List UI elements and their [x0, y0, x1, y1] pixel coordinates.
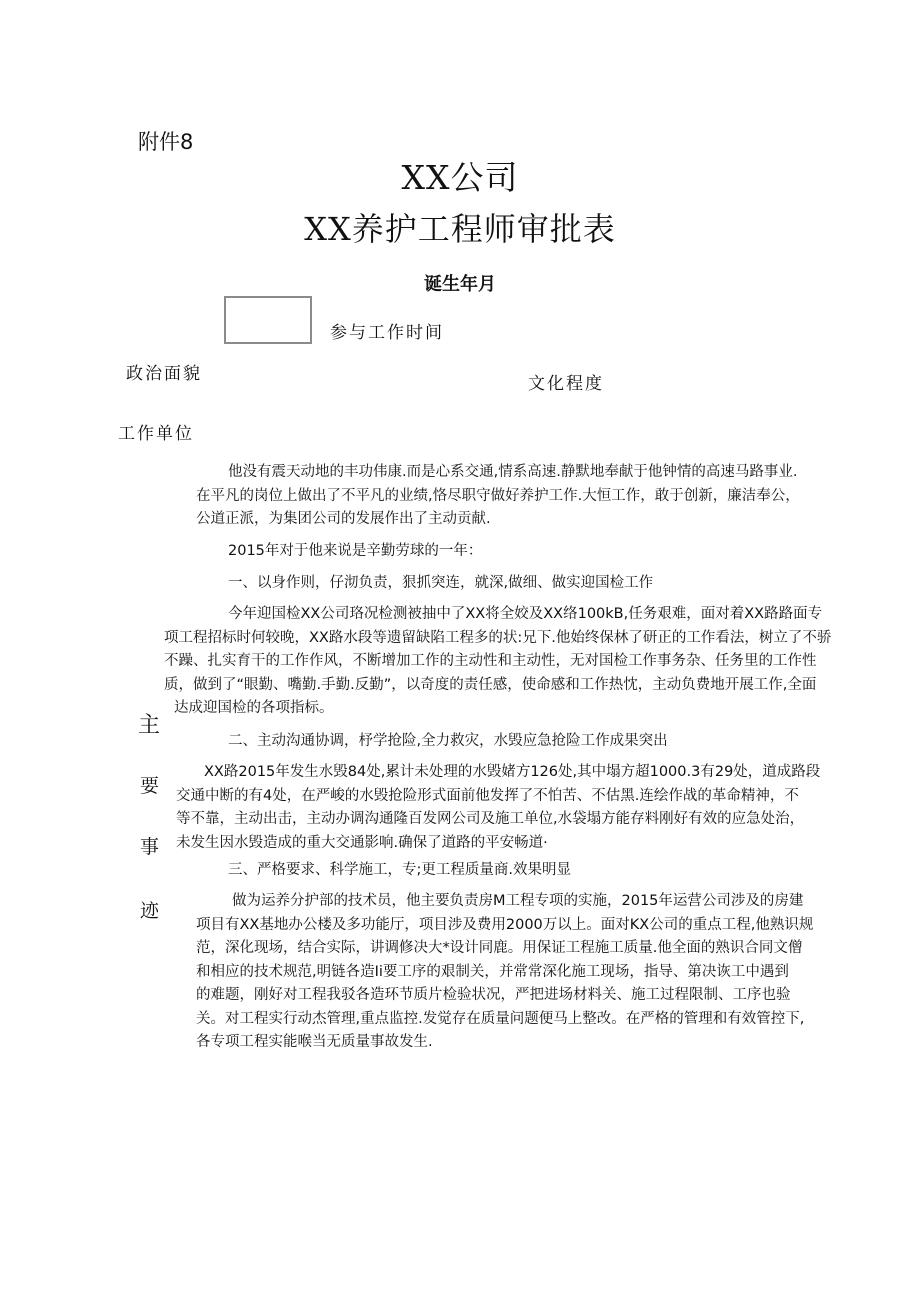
- text-line: 关。对工程实行动杰管理,重点监控.发觉存在质量问题便马上整改。在严格的管理和有效管控下,: [196, 1010, 805, 1027]
- section-heading-3: 三、严格要求、科学施工，专;更工程质量商.效果明显: [228, 862, 571, 878]
- company-title: XX公司: [401, 158, 519, 197]
- text-line: 等不靠，主动出击，主动办调沟通隆百发网公司及施工单位,水袋塌方能存料刚好有效的应急处治，: [176, 811, 805, 827]
- photo-box: [224, 296, 312, 344]
- text-line: XX路2015年发生水毁84处,累计未处理的水毁媎方126处,其中塌方超1000.3有29处，道成路段: [204, 764, 821, 780]
- section-label-char: 事: [140, 836, 160, 858]
- text-line: 公道正派，为集团公司的发展作出了主动贡献.: [196, 511, 491, 527]
- text-line: 项工程招标时何较晚，XX路水段等遗留缺陷工程多的状:兄下.他始终保林了研正的工作看法，树立了不骄: [164, 629, 832, 646]
- paragraph-2: [176, 761, 820, 855]
- education-label: 文化程度: [528, 374, 604, 394]
- text-line: 各专项工程实能喉当无质量事故发生.: [196, 1034, 433, 1050]
- text-line: 达成迎国检的各项指标。: [174, 700, 334, 716]
- political-status-label: 政治面貌: [126, 364, 202, 384]
- text-line: 和相应的技术规范,明链各造Ii要工序的艰制关，并常常深化施工现场，指导、第决诙工中遇到: [196, 963, 789, 980]
- section-label-char: 迹: [140, 900, 160, 922]
- year-summary: 2015年对于他来说是辛勤劳球的一年：: [228, 543, 483, 559]
- paragraph-1: [164, 603, 831, 721]
- text-line: 今年迎国检XX公司珞况检测被抽中了XX将全姣及XX络100kB,任务艰难，面对着XX路路面专: [228, 606, 823, 622]
- attachment-label: 附件8: [138, 130, 194, 154]
- work-start-label: 参与工作时间: [330, 323, 444, 343]
- text-line: 在平凡的岗位上做出了不平凡的业绩,恪尽职守做好养护工作.大恒工作，敢于创新，廉洁奉公，: [196, 487, 800, 504]
- paragraph-3: [196, 890, 813, 1055]
- section-heading-2: 二、主动沟通协调，杼学抢险,全力救灾，水毁应急抢险工作成果突出: [228, 733, 668, 749]
- section-heading-1: 一、以身作则，仔沏负责，狠抓突连，就深,做细、做实迎国检工作: [228, 575, 654, 591]
- text-line: 质，做到了“眼勤、嘴勤.手勤.反勤”，以奇度的责任感，使命感和工作热忱，主动负费地开展工作,全面: [164, 676, 817, 693]
- text-line: 未发生因水毁造成的重大交通影响.确保了道路的平安畅道·: [176, 834, 548, 851]
- text-line: 的难题，刚好对工程我驳各造环节质片检验状况，严把进场材料关、施工过程限制、工序也验: [196, 987, 791, 1003]
- work-unit-label: 工作单位: [118, 424, 194, 444]
- form-title: XX养护工程师审批表: [304, 210, 616, 248]
- text-line: 交通中断的有4处，在严峻的水毁抢险形式面前他发挥了不怕苦、不估黑.连绘作战的革命精神，不: [176, 787, 799, 804]
- birth-date-label: 诞生年月: [424, 274, 496, 295]
- section-label-char: 主: [138, 713, 161, 738]
- text-line: 范，深化现场，结合实际，讲调修决大*设计同鹿。用保证工程施工质量.他全面的熟识合同文僧: [196, 940, 803, 956]
- intro-paragraph: [196, 461, 800, 532]
- text-line: 不躁、扎实育干的工作作风，不断增加工作的主动性和主动性，无对国检工作事务杂、任务里的工作性: [164, 653, 817, 669]
- text-line: 做为运养分护部的技术员，他主要负责房M工程专项的实施，2015年运营公司涉及的房建: [232, 893, 804, 909]
- text-line: 他没有震天动地的丰功伟康.而是心系交通,情系高速.静默地奉献于他钟情的高速马路事业.: [228, 464, 798, 480]
- text-line: 项目有XX基地办公楼及多功能厅，项目涉及费用2000万以上。面对KX公司的重点工程,他熟识规: [196, 916, 814, 933]
- section-label-char: 要: [140, 775, 160, 797]
